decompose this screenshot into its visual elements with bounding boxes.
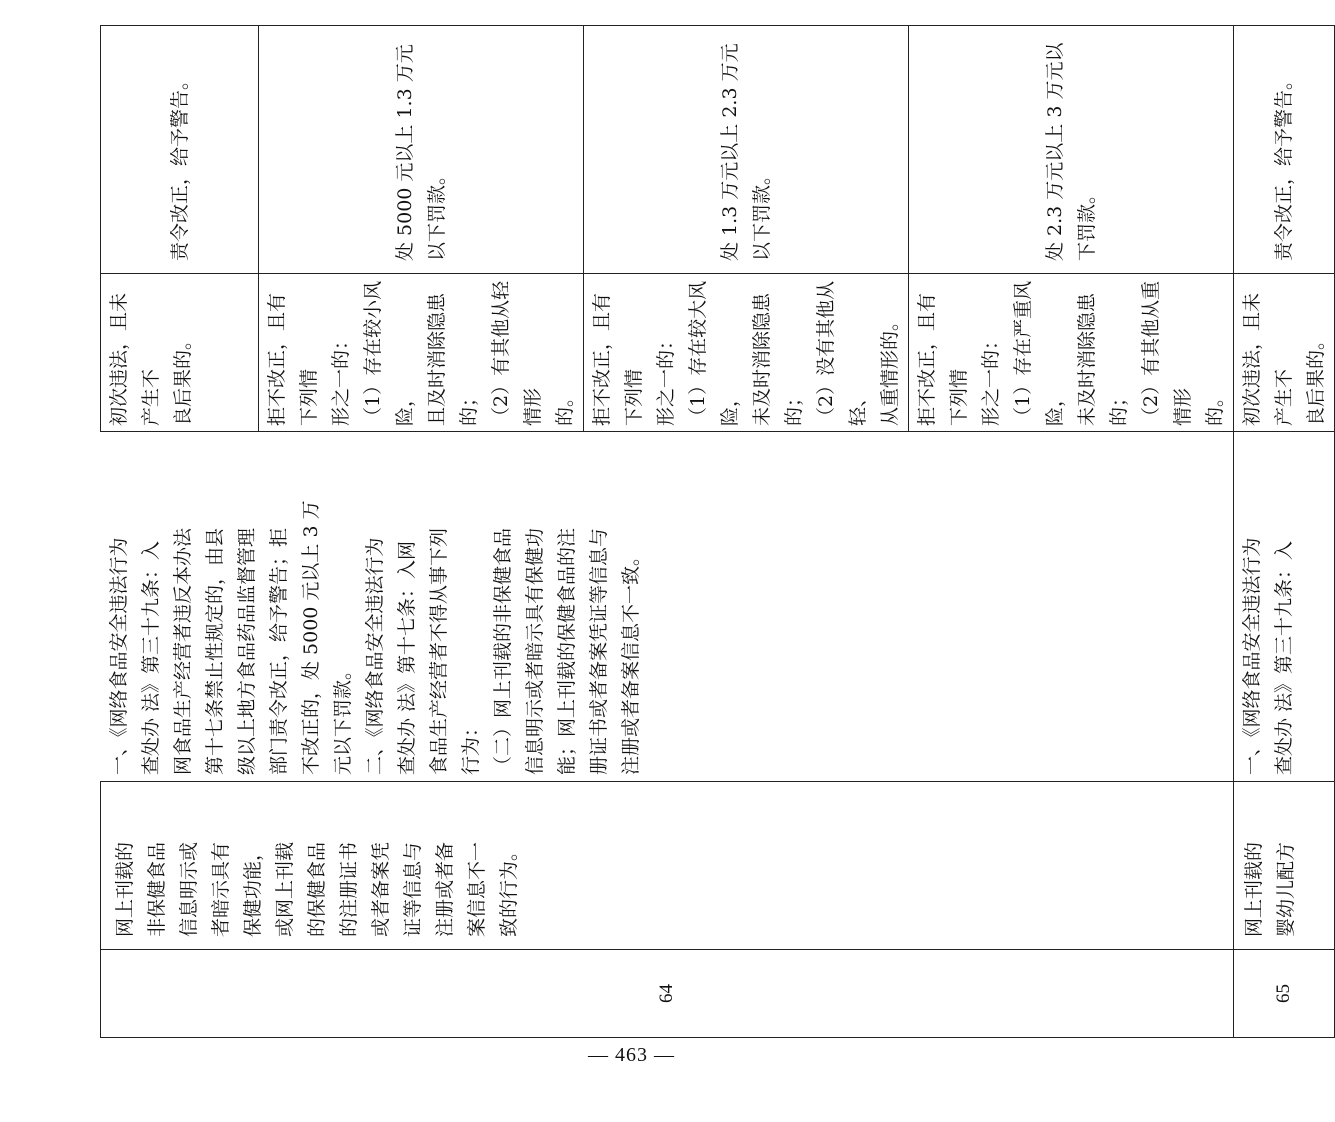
entry-number: 64 (101, 950, 1234, 1038)
penalty-standard-cell: 责令改正，给予警告。 (101, 26, 259, 274)
page-number: — 463 — (588, 1044, 675, 1066)
legal-basis: 一、《网络食品安全违法行为 查处办 法》第三十九条：入 网食品生产经营者违反本办法 第十七条禁止性规定的，由县 级以上地方食品药品监督管理 部门责令改正，给予警告；拒 不改正的，处 5000 元以上 3 万 元以下罚款。 二、《网络食品安全违法行为 查处办 法》第十七条：入网 食品生产经营者不得从事下列 行为： （二）网上刊载的非保健食品 信息明示或者暗示具有保健功 能；网上刊载的保健食品的注 册证书或者备案凭证等信息与 注册或者备案信息不一致。 (101, 432, 1234, 782)
circumstance-cell: 初次违法，且未产生不 良后果的。 (1234, 274, 1335, 432)
penalty-standard-cell: 处 1.3 万元以上 2.3 万元以下罚款。 (584, 26, 909, 274)
circumstance-cell: 拒不改正，且有下列情 形之一的： （1）存在较小风险， 且及时消除隐患的； （2）有其他从轻情形 的。 (259, 274, 584, 432)
entry-number: 65 (1234, 950, 1335, 1038)
penalty-standard-cell: 处 2.3 万元以上 3 万元以下罚款。 (909, 26, 1234, 274)
circumstance-cell: 初次违法，且未产生不 良后果的。 (101, 274, 259, 432)
penalty-discretion-table (100, 25, 1335, 1038)
penalty-standard-cell: 处 5000 元以上 1.3 万元以下罚款。 (259, 26, 584, 274)
penalty-standard-cell: 责令改正，给予警告。 (1234, 26, 1335, 274)
circumstance-cell: 拒不改正，且有下列情 形之一的： （1）存在较大风险， 未及时消除隐患的； （2）没有其他从轻、 从重情形的。 (584, 274, 909, 432)
table-row (101, 26, 259, 1038)
violation-description: 网上刊载的 婴幼儿配方 (1234, 782, 1335, 950)
legal-basis: 一、《网络食品安全违法行为 查处办 法》第三十九条：入 (1234, 432, 1335, 782)
violation-description: 网上刊载的 非保健食品 信息明示或 者暗示具有 保健功能， 或网上刊载 的保健食品 的注册证书 或者备案凭 证等信息与 注册或者备 案信息不一 致的行为。 (101, 782, 1234, 950)
circumstance-cell: 拒不改正，且有下列情 形之一的： （1）存在严重风险， 未及时消除隐患的； （2）有其他从重情形 的。 (909, 274, 1234, 432)
table-row (1234, 26, 1335, 1038)
rotated-table-page (100, 26, 1327, 1038)
